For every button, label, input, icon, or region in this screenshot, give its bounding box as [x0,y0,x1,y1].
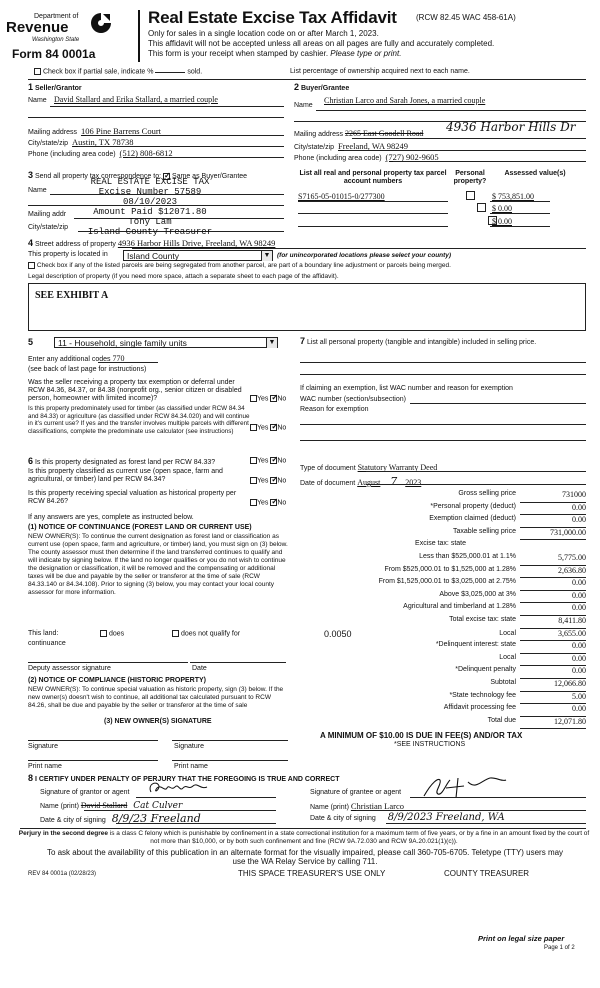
fee-value[interactable]: 731,000.00 [520,528,586,541]
segregated-row: Check box if any of the listed parcels are being segregated from another parcel, are part of a boundary line adjustment or parcels being merged. [28,262,451,269]
yes-checkbox[interactable] [250,457,257,464]
personal-property-checkbox[interactable] [466,191,475,200]
buyer-mail-row: Mailing address 2265 East Goodell Road [294,129,424,138]
land-use-select[interactable]: 11 - Household, single family units ▼ [54,337,278,348]
grantor-date-row: Date & city of signing 8/9/23 Freeland [40,812,201,825]
parcel-header: List all real and personal property tax parcel account numbers [299,170,447,185]
grantor-date-handwritten[interactable]: 8/9/23 Freeland [111,812,201,825]
fee-row [300,616,586,629]
tax-name-label: Name [28,187,47,194]
divider [28,79,586,80]
perjury-note: Perjury in the second degree is a class C felony which is punishable by confinement in a state correctional institution for a maximum term of five years, or by a fine in an amount fixed by the court of not more than $10,000, or by both such confinement and fine (RCW 9A.72.030 and RCW 9A.20.021(1)(c)). [18,830,590,845]
partial-sale-row: Check box if partial sale, indicate % sold. [34,68,202,75]
yes-checkbox[interactable] [250,395,257,402]
grantee-date-handwritten[interactable]: 8/9/2023 Freeland, WA [387,812,505,823]
notice-1-body: NEW OWNER(S): To continue the current designation as forest land or classification as current use (open space, farm and agriculture, or timber) land, you must sign on (3) below. The county assessor must then determine if the land transferred continues to qualify and will indicate by signing below. If the land no longer qualifies or you do not wish to continue the designation or classification, it will be removed and the compensating or additional taxes will be due and payable by the seller or transferor at the time of sale (RCW 84.33.140 or 84.34.108). Prior to signing (3) below, you may contact your local county assessor for more information. [28,533,288,596]
line [172,740,288,741]
fee-row [300,666,586,679]
s5-q1-answers: Yes ✓ No [250,395,286,402]
doc-date-day[interactable]: 7 [390,475,398,488]
seller-phone-row: Phone (including area code) (512) 808-6812 [28,148,173,158]
reason-label: Reason for exemption [300,406,369,413]
line [366,471,586,472]
exempt-label: If claiming an exemption, list WAC number and reason for exemption [300,385,513,392]
fee-label: Local [499,629,516,637]
fee-value[interactable]: 3,655.00 [520,629,586,642]
grantor-sig-label: Signature of grantor or agent [40,789,130,796]
fee-label: Above $3,025,000 at 3% [439,590,516,598]
line [344,150,586,151]
notice-3-title: (3) NEW OWNER(S) SIGNATURE [104,718,212,725]
header-divider [138,10,140,62]
seller-mail[interactable]: 106 Pine Barrens Court [80,126,162,136]
yes-checkbox[interactable] [250,424,257,431]
personal-property-header: Personal property? [453,170,487,185]
fee-label: *State technology fee [449,691,516,699]
fee-label: Less than $525,000.01 at 1.1% [419,552,516,560]
partial-sale-checkbox[interactable] [34,68,41,75]
line [84,810,276,811]
tax-mail-label: Mailing addr [28,211,67,218]
fee-label: Excise tax: state [415,540,466,548]
line [98,362,158,363]
fee-value[interactable]: 5,775.00 [520,553,586,566]
fee-label: Subtotal [490,678,516,686]
stamp-line: Amount Paid $12071.80 [93,207,207,217]
line [366,484,586,485]
line [352,138,586,139]
s6-q3-answers: Yes ✓ No [250,499,286,506]
fee-label: Total excise tax: state [449,615,516,623]
treasurer-label: THIS SPACE TREASURER'S USE ONLY [238,869,386,878]
fee-row [300,515,586,528]
located-label: This property is located in [28,251,108,258]
fee-row [300,717,586,730]
fee-label: Total due [487,716,516,724]
section-8-row: 8 I CERTIFY UNDER PENALTY OF PERJURY THAT THE FOREGOING IS TRUE AND CORRECT [28,773,340,783]
signature-label: Signature [28,743,58,750]
fee-row [300,679,586,692]
does-not-option: does not qualify for [172,630,240,637]
print-name-label: Print name [174,763,208,770]
county-treasurer-label: COUNTY TREASURER [444,869,530,878]
fee-value[interactable]: 12,066.80 [520,679,586,692]
fee-row [300,641,586,654]
line [136,797,276,798]
line [386,823,586,824]
line [298,201,448,202]
line [28,760,158,761]
this-land-row: This land: [28,630,59,637]
line [298,213,448,214]
section-1-title: 1 Seller/Grantor [28,82,82,92]
local-rate[interactable]: 0.0050 [324,628,352,639]
line [300,440,586,441]
divider [20,828,586,829]
dept-label: Department of [34,13,79,20]
fee-label: *Personal property (deduct) [430,502,516,510]
line [128,157,284,158]
buyer-phone-row: Phone (including area code) (727) 902-9605 [294,152,439,162]
section-3-row: 3 Send all property tax correspondence to: ✓ Same as Buyer/Grantee [28,170,247,180]
grantor-signature[interactable] [145,778,215,798]
fee-value[interactable]: 0.00 [520,654,586,667]
section-2-title: 2 Buyer/Grantee [294,82,350,92]
line [300,424,586,425]
codes-row: Enter any additional codes 770 [28,354,125,363]
s6-q1-answers: Yes ✓ No [250,457,286,464]
legal-paper-note: Print on legal size paper [478,934,565,943]
fee-label: *Delinquent penalty [455,666,516,674]
property-street[interactable]: 4936 Harbor Hills Drive, Freeland, WA 98249 [117,238,276,248]
fee-row [300,704,586,717]
grantee-name-row: Name (print) Christian Larco [310,801,404,811]
does-option: does [100,630,124,637]
tax-city-label: City/state/zip [28,224,69,231]
grantee-name[interactable]: Christian Larco [350,801,404,811]
s6-question-3: Is this property receiving special valuation as historical property per RCW 84.26? [28,490,237,505]
doc-date-month[interactable]: August [357,478,381,487]
line [86,135,284,136]
dor-logo-icon [90,12,112,34]
fee-value[interactable]: 731000 [520,490,586,503]
deputy-sig-label: Deputy assessor signature [28,665,111,672]
local-rate-cell [300,629,520,642]
seller-phone[interactable]: (512) 808-6812 [119,148,173,158]
line [28,662,188,663]
stamp-line: Excise Number 57589 [98,187,202,197]
fee-value[interactable]: 8,411.80 [520,616,586,629]
section-7-row: 7 List all personal property (tangible and intangible) included in selling price. [300,336,537,346]
print-name-label: Print name [28,763,62,770]
fee-row [300,540,586,553]
no-checkbox[interactable] [270,457,277,464]
header-line-1: Only for sales in a single location code on or after March 1, 2023. [148,29,379,38]
fee-value[interactable]: 0.00 [520,503,586,516]
header-line-2: This affidavit will not be accepted unless all areas on all pages are fully and accurately completed. [148,39,495,48]
s6-question-2: Is this property classified as current use (open space, farm and agricultural, or timber) land per RCW 84.34? [28,468,223,483]
seller-city[interactable]: Austin, TX 78738 [72,137,134,147]
form-rcw: (RCW 82.45 WAC 458-61A) [416,13,516,22]
fee-label: From $1,525,000.01 to $3,025,000 at 2.75% [378,578,516,586]
notice-2-body: NEW OWNER(S): To continue special valuation as historic property, sign (3) below. If the new owner(s) doesn't wish to continue, all additional tax calculated pursuant to RCW 84.26, shall be due and payable by the seller or transferor at the time of sale [28,686,284,709]
partial-percent-field[interactable] [155,72,185,73]
parcel-number[interactable]: S7165-05-01015-0/277300 [298,192,385,201]
s6-q1-row: 6 Is this property designated as forest land per RCW 84.33? [28,456,216,466]
wac-label: WAC number (section/subsection) [300,396,406,403]
fee-row [300,566,586,579]
buyer-name[interactable]: Christian Larco and Sarah Jones, a married couple [324,96,486,105]
codes-note: (see back of last page for instructions) [28,366,147,373]
doc-type[interactable]: Statutory Warranty Deed [357,463,438,472]
line [393,161,586,162]
fee-value[interactable]: 5.00 [520,692,586,705]
deputy-date-label: Date [192,665,207,672]
line [410,403,586,404]
seller-mail-row: Mailing address 106 Pine Barrens Court [28,126,162,136]
line [410,797,586,798]
line [116,823,276,824]
no-checkbox[interactable] [270,395,277,402]
line [28,740,158,741]
form-title: Real Estate Excise Tax Affidavit [148,8,397,27]
grantor-name-row: Name (print) David Stallard Cat Culver [40,801,183,811]
continuance-label: continuance [28,640,66,647]
section-5-num: 5 [28,337,34,347]
s5-question-2: Is this property predominately used for timber (as classified under RCW 84.34 and 84.33) or agriculture (as classified under RCW 84.34.020) and will continue in it's current use? If yes and the transfer involves multiple parcels with different classifications, complete the predominate use calculator (see instructions) [28,405,250,435]
fee-row [300,553,586,566]
fee-row [300,490,586,503]
form-number: Form 84 0001a [12,47,96,61]
seller-name-row: Name David Stallard and Erika Stallard, a married couple [28,95,218,104]
fee-row [300,629,586,642]
fee-value[interactable]: 0.00 [520,603,586,616]
no-checkbox[interactable] [270,424,277,431]
notice-1-title: (1) NOTICE OF CONTINUANCE (FOREST LAND OR CURRENT USE) [28,524,252,531]
no-checkbox[interactable] [270,477,277,484]
assessed-header: Assessed value(s) [504,170,566,177]
legal-box[interactable] [28,283,586,331]
minimum-note: A MINIMUM OF $10.00 IS DUE IN FEE(S) AND/OR TAX [320,731,523,740]
fee-label: From $525,000.01 to $1,525,000 at 1.28% [384,565,516,573]
grantee-date-row: Date & city of signing 8/9/2023 Freeland, WA [310,812,505,823]
fee-value[interactable]: 0.00 [520,704,586,717]
line [298,226,448,227]
yes-checkbox[interactable] [250,499,257,506]
fee-label: *Delinquent interest: state [435,641,516,649]
s6-q2-answers: Yes ✓ No [250,477,286,484]
seller-city-row: City/state/zip Austin, TX 78738 [28,137,134,147]
fee-row [300,528,586,541]
line [490,226,550,227]
no-checkbox[interactable] [270,499,277,506]
fee-label: Agricultural and timberland at 1.28% [403,603,516,611]
buyer-mail-handwritten[interactable]: 4936 Harbor Hills Dr [446,120,576,134]
fee-table [300,490,586,729]
does-checkbox[interactable] [100,630,107,637]
ownership-note: List percentage of ownership acquired next to each name. [290,68,470,75]
line [28,117,284,118]
personal-property-checkbox[interactable] [477,203,486,212]
line [172,760,288,761]
stamp-line: 08/10/2023 [122,197,177,207]
chevron-down-icon: ▼ [261,251,272,261]
line [78,146,284,147]
rev-label: REV 84 0001a (02/28/23) [28,871,97,877]
fee-row [300,654,586,667]
grantor-name-handwritten[interactable]: Cat Culver [133,801,183,811]
line [50,106,284,107]
fee-row [300,503,586,516]
legal-label: Legal description of property (if you need more space, attach a separate sheet to each page of the affidavit). [28,273,339,280]
does-not-checkbox[interactable] [172,630,179,637]
buyer-phone[interactable]: (727) 902-9605 [385,152,439,162]
s5-question-1: Was the seller receiving a property tax exemption or deferral under RCW 84.36, 84.37, or 84.38 (nonprofit org., senior citizen or disabled person, homeowner with limited income)? [28,379,242,402]
fee-row [300,591,586,604]
fee-row [300,603,586,616]
s5-q2-answers: Yes ✓ No [250,424,286,431]
fee-value[interactable]: 0.00 [520,578,586,591]
see-instructions: *SEE INSTRUCTIONS [394,741,466,748]
segregated-checkbox[interactable] [28,262,35,269]
signature-label: Signature [174,743,204,750]
fee-label: Exemption claimed (deduct) [429,515,516,523]
line [356,810,586,811]
buyer-city[interactable]: Freeland, WA 98249 [338,141,408,151]
excise-stamp [60,177,240,237]
fee-label: Taxable selling price [452,527,516,535]
header-line-3: This form is your receipt when stamped by cashier. Please type or print. [148,49,402,58]
assessed-value[interactable]: $ 0.00 [492,217,512,226]
doc-date-row: Date of document August 7 2023 [300,475,422,488]
wa-state-label: Washington State [32,37,80,43]
doc-date-year[interactable]: 2023 [405,478,422,487]
line [300,362,586,363]
stamp-line: Tony Lam [128,217,172,227]
line [132,248,586,249]
seller-name[interactable]: David Stallard and Erika Stallard, a married couple [54,95,218,104]
fee-label: Local [499,653,516,661]
fee-label: Gross selling price [458,490,516,497]
assessed-value[interactable]: $ 0.00 [492,204,512,213]
if-yes-note: If any answers are yes, complete as instructed below. [28,514,194,521]
grantor-name-struck: David Stallard [80,801,128,810]
buyer-mail-struck: 2265 East Goodell Road [344,129,424,138]
legal-description: SEE EXHIBIT A [35,290,109,301]
line [300,374,586,375]
stamp-line: Island County Treasurer [87,227,213,237]
assessed-value[interactable]: $ 753,851.00 [492,192,534,201]
buyer-city-row: City/state/zip Freeland, WA 98249 [294,141,408,151]
fee-label: Affidavit processing fee [443,704,516,712]
buyer-name-row: Name [294,102,313,109]
section-4-row: 4 Street address of property 4936 Harbor Hills Drive, Freeland, WA 98249 [28,238,276,248]
fee-row [300,692,586,705]
fee-value[interactable]: 12,071.80 [520,717,586,730]
grantee-sig-label: Signature of grantee or agent [310,789,402,796]
fee-value[interactable]: 0.00 [520,666,586,679]
revenue-wordmark: Revenue [6,19,69,36]
line [316,110,586,111]
fee-row [300,578,586,591]
doc-type-row: Type of document Statutory Warranty Deed [300,463,438,472]
fee-value[interactable]: 2,636.80 [520,566,586,579]
fee-value[interactable]: 0.00 [520,641,586,654]
additional-codes[interactable]: 770 [112,354,125,363]
fee-value[interactable]: 0.00 [520,515,586,528]
line [190,662,286,663]
unincorp-note: (for unincorporated locations please select your county) [277,252,452,259]
stamp-line: REAL ESTATE EXCISE TAX [90,177,210,187]
county-select[interactable]: Island County ▼ [123,250,273,261]
accessibility-note: To ask about the availability of this publication in an alternate format for the visually impaired, please call 360-705-6705. Teletype (TTY) users may use the WA Relay Service by calling 711. [46,848,564,866]
fee-value[interactable]: 0.00 [520,591,586,604]
line [490,201,550,202]
page-number: Page 1 of 2 [544,945,575,951]
yes-checkbox[interactable] [250,477,257,484]
chevron-down-icon: ▼ [266,338,277,348]
line [490,213,550,214]
notice-2-title: (2) NOTICE OF COMPLIANCE (HISTORIC PROPERTY) [28,677,206,684]
